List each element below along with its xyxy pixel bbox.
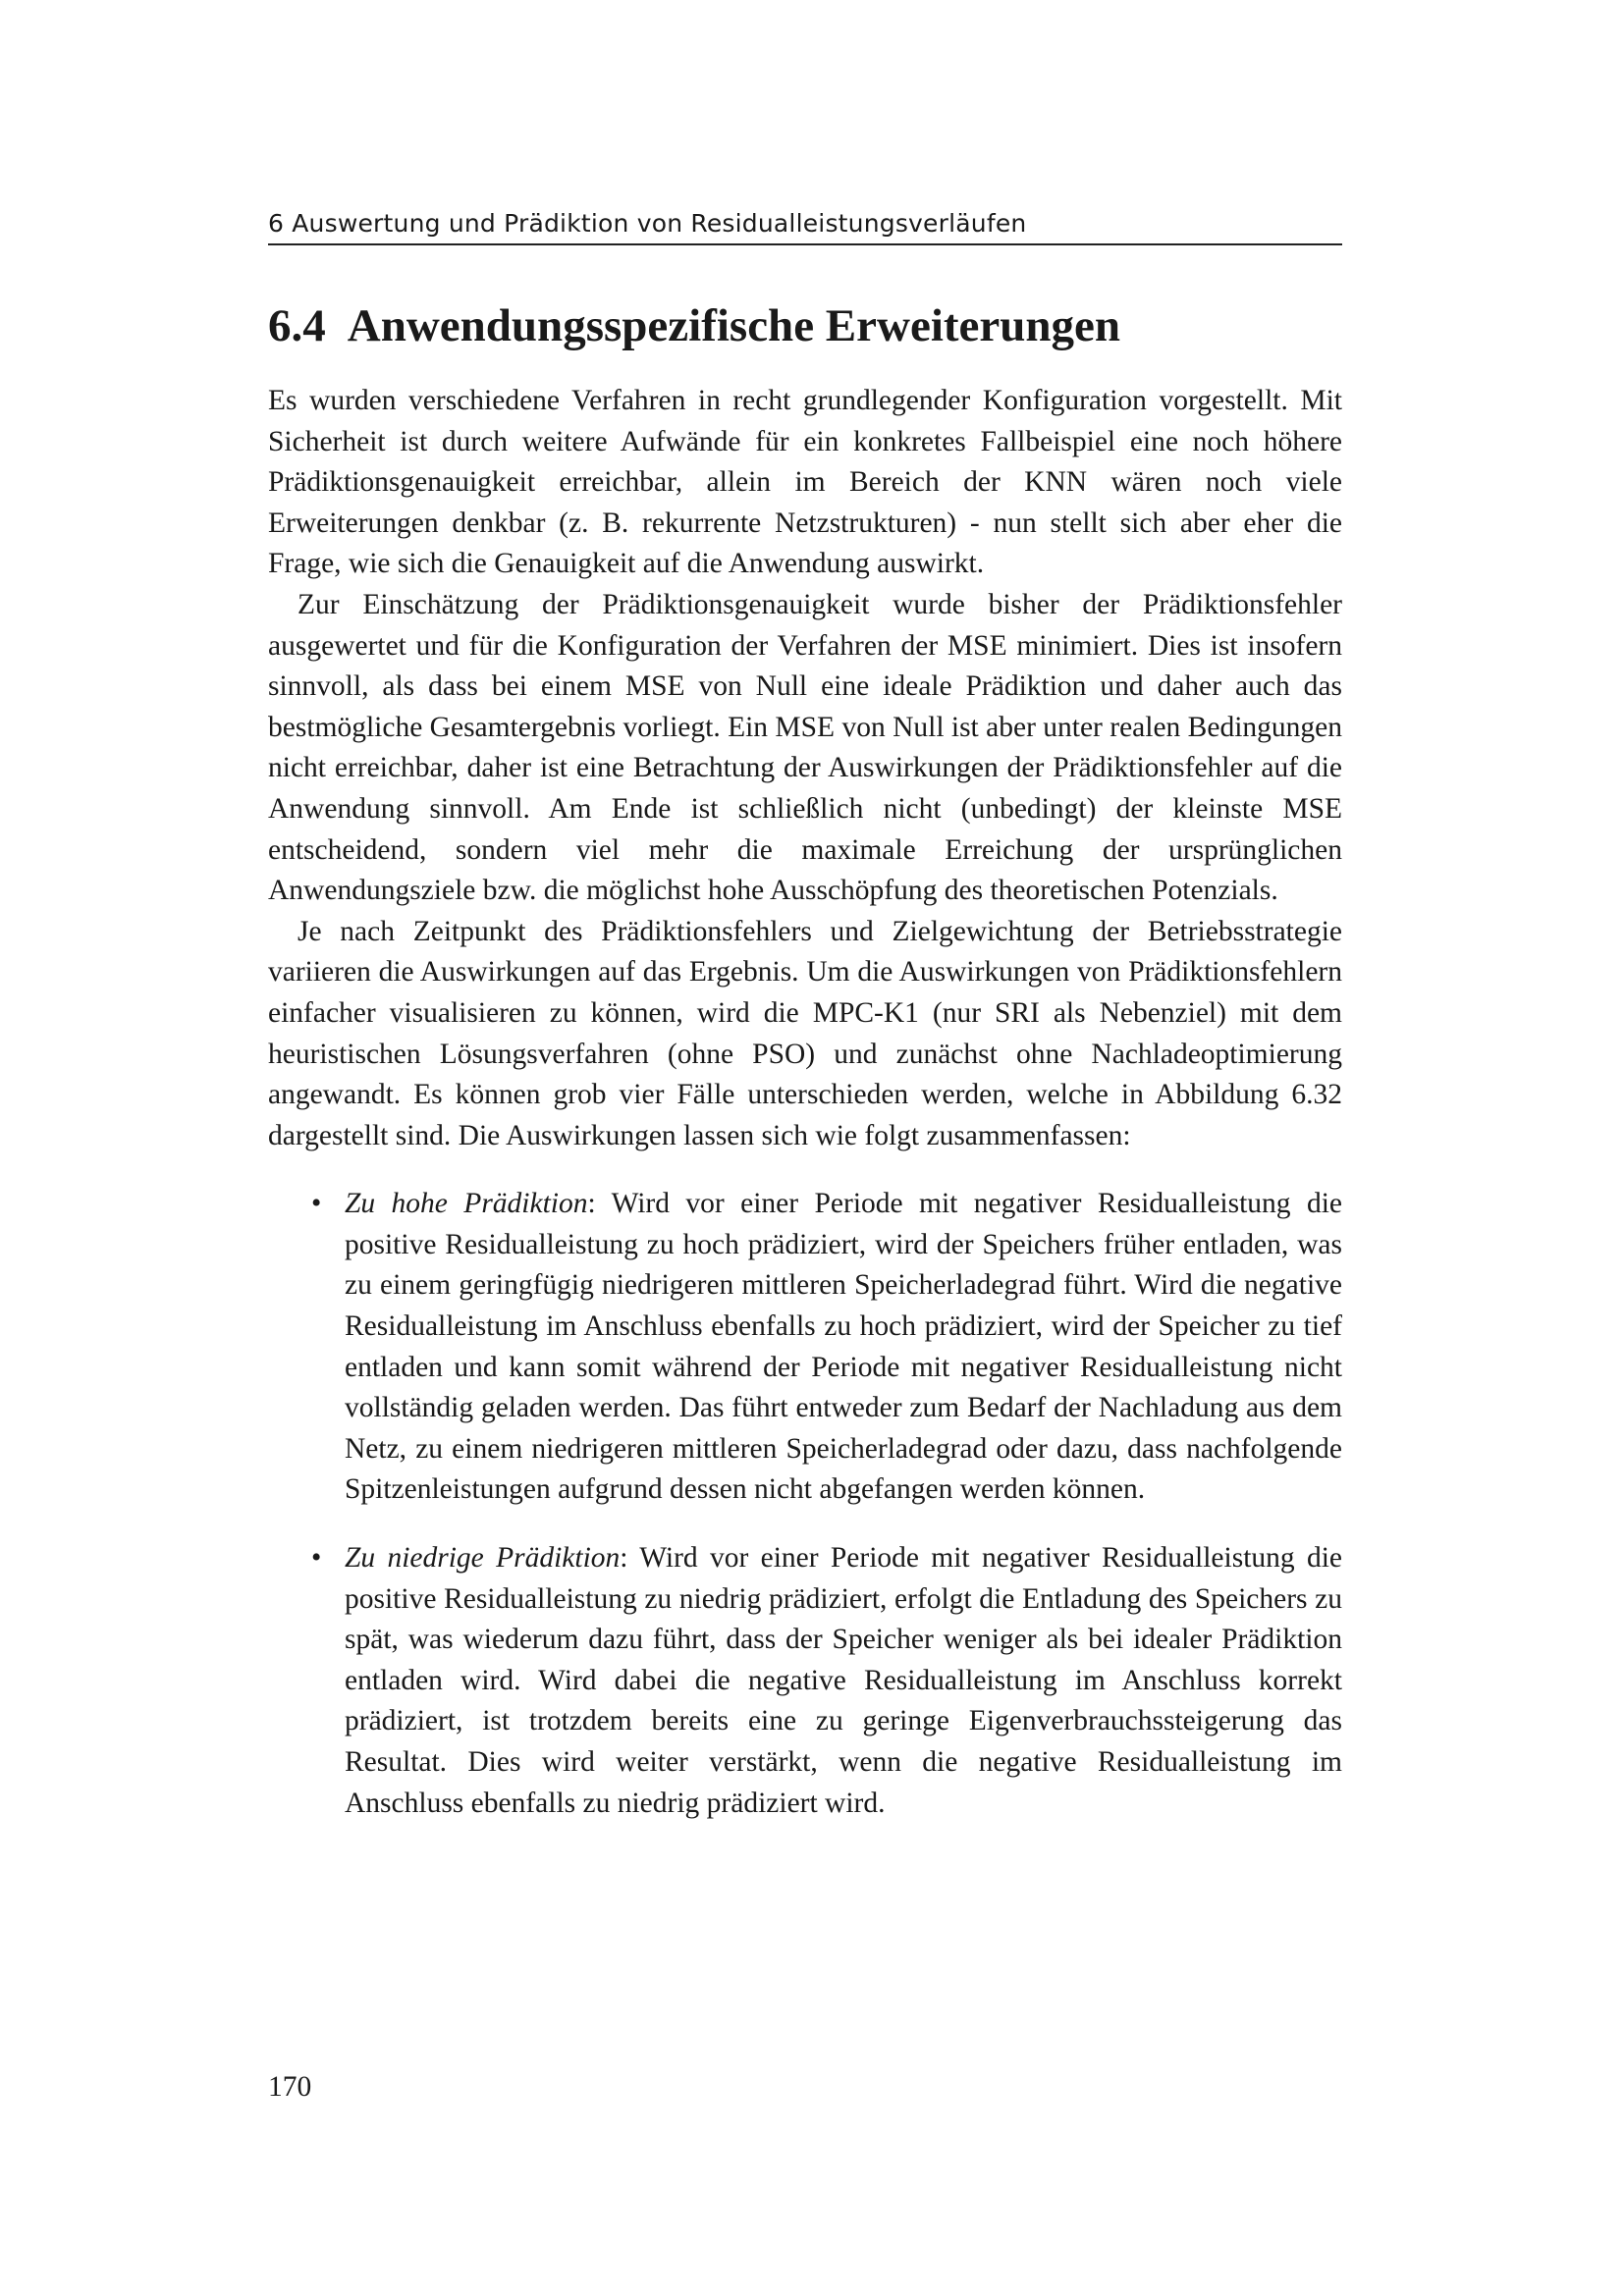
list-item [268,1184,1342,1511]
section-title: Anwendungsspezifische Erweiterungen [347,300,1121,351]
list-item [268,1538,1342,1824]
bullet-term: Zu hohe Prädiktion [345,1188,588,1220]
section-number: 6.4 [268,300,326,351]
bullet-text: : Wird vor einer Periode mit negativer Residualleistung die positive Residualleistung zu niedrig prädiziert, erfolgt die Entladung des Speichers zu spät, was wiederum dazu führt, dass der Speicher weniger als bei idealer Prädiktion entladen wird. Wird dabei die negative Residualleistung im Anschluss korrekt prädiziert, ist trotzdem bereits eine zu geringe Eigenverbrauchssteigerung das Resultat. Dies wird weiter verstärkt, wenn die negative Residualleistung im Anschluss ebenfalls zu niedrig prädiziert wird. [345,1542,1342,1819]
bullet-list [268,1184,1342,1824]
body-text [268,381,1342,1824]
header-rule [268,243,1342,245]
bullet-text: : Wird vor einer Periode mit negativer Residualleistung die positive Residualleistung zu hoch prädiziert, wird der Speichers früher entladen, was zu einem geringfügig niedrigeren mittleren Speicherladegrad führt. Wird die negative Residualleistung im Anschluss ebenfalls zu hoch prädiziert, wird der Speicher zu tief entladen und kann somit während der Periode mit negativer Residualleistung nicht vollständig geladen werden. Das führt entweder zum Bedarf der Nachladung aus dem Netz, zu einem niedrigeren mittleren Speicherladegrad oder dazu, dass nachfolgende Spitzenleistungen aufgrund dessen nicht abgefangen werden können. [345,1188,1342,1506]
page-number: 170 [268,2071,312,2103]
bullet-icon: • [311,1188,322,1220]
paragraph-1: Es wurden verschiedene Verfahren in recht grundlegender Konfiguration vorgestellt. Mit Sicherheit ist durch weitere Aufwände für ein konkretes Fallbeispiel eine noch höhere Prädiktionsgenauigkeit erreichbar, allein im Bereich der KNN wären noch viele Erweiterungen denkbar (z. B. rekurrente Netzstrukturen) - nun stellt sich aber eher die Frage, wie sich die Genauigkeit auf die Anwendung auswirkt. [268,385,1342,580]
bullet-term: Zu niedrige Prädiktion [345,1542,621,1575]
section-heading [268,298,1120,353]
bullet-icon: • [311,1542,322,1575]
paragraph-3: Je nach Zeitpunkt des Prädiktionsfehlers und Zielgewichtung der Betriebsstrategie variieren die Auswirkungen auf das Ergebnis. Um die Auswirkungen von Prädiktionsfehlern einfacher visualisieren zu können, wird die MPC-K1 (nur SRI als Nebenziel) mit dem heuristischen Lösungsverfahren (ohne PSO) und zunächst ohne Nachladeoptimierung angewandt. Es können grob vier Fälle unterschieden werden, welche in Abbildung 6.32 dargestellt sind. Die Auswirkungen lassen sich wie folgt zusammenfassen: [268,915,1342,1151]
running-header: 6 Auswertung und Prädiktion von Residualleistungsverläufen [268,209,1027,238]
paragraph-2: Zur Einschätzung der Prädiktionsgenauigkeit wurde bisher der Prädiktionsfehler ausgewertet und für die Konfiguration der Verfahren der MSE minimiert. Dies ist insofern sinnvoll, als dass bei einem MSE von Null eine ideale Prädiktion und daher auch das bestmögliche Gesamtergebnis vorliegt. Ein MSE von Null ist aber unter realen Bedingungen nicht erreichbar, daher ist eine Betrachtung der Auswirkungen der Prädiktionsfehler auf die Anwendung sinnvoll. Am Ende ist schließlich nicht (unbedingt) der kleinste MSE entscheidend, sondern viel mehr die maximale Erreichung der ursprünglichen Anwendungsziele bzw. die möglichst hohe Ausschöpfung des theoretischen Potenzials. [268,588,1342,907]
